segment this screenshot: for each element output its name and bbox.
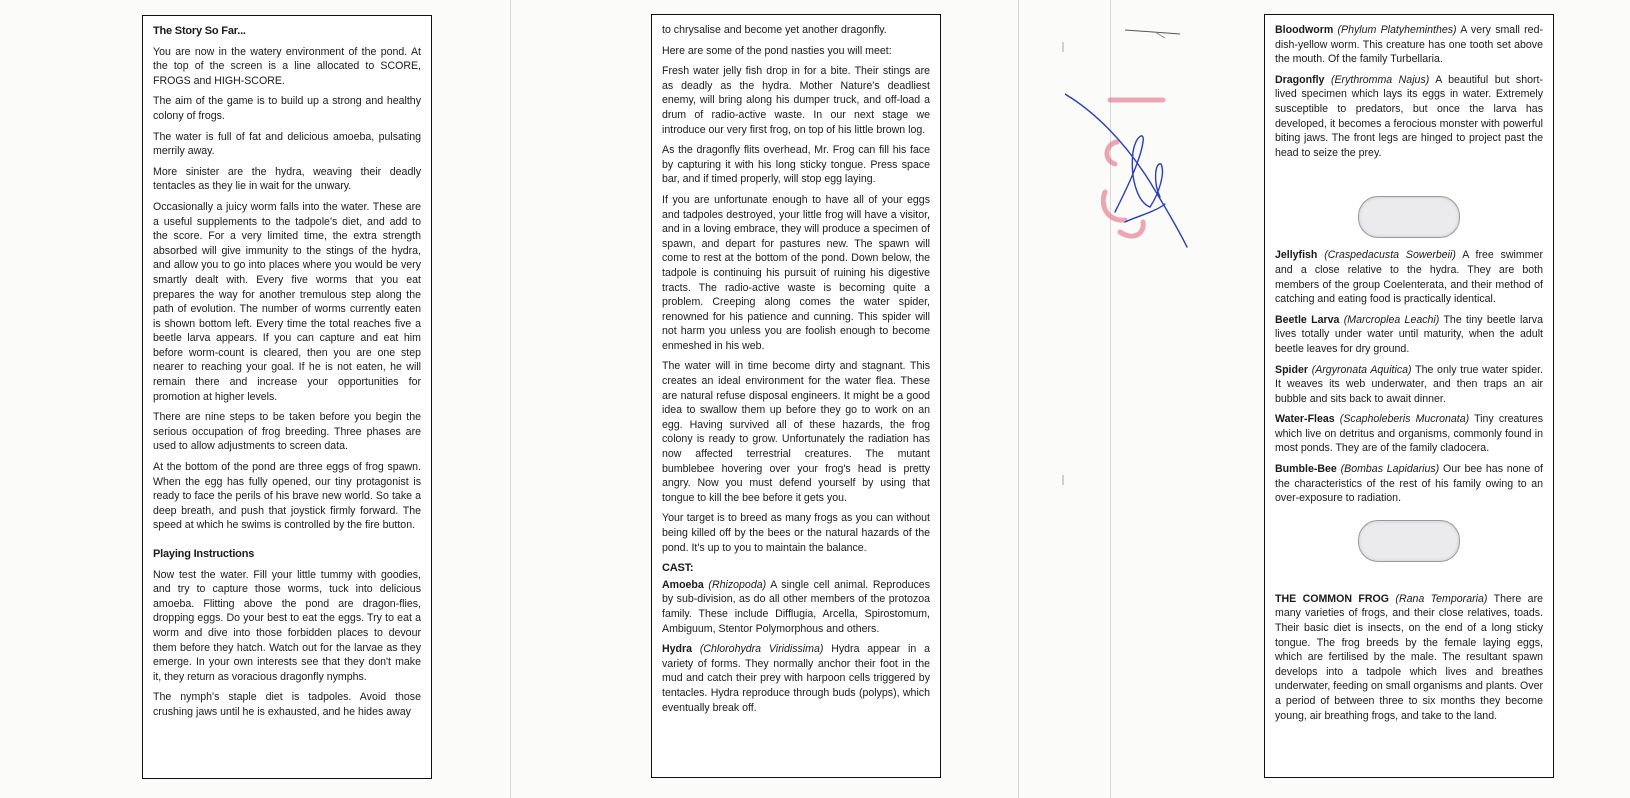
cast-latin-name: (Argyronata Aquitica) (1311, 363, 1412, 376)
margin-mark (1062, 42, 1064, 52)
cast-name: THE COMMON FROG (1275, 592, 1390, 605)
cast-name: Amoeba (662, 578, 704, 591)
cast-description: A single cell animal. Reproduces by sub-division, as do all other members of the protozoa family. These include Difflugia, Arcella, Spirostomum, Ambiguum, Stentor Polymorphous and others. (662, 578, 930, 635)
instructions-heading: Playing Instructions (153, 548, 255, 560)
cast-latin-name: (Chlorohydra Viridissima) (699, 643, 824, 656)
paragraph: The aim of the game is to build up a strong and healthy colony of frogs. (153, 95, 421, 122)
cassette-tab-cutout (1358, 520, 1460, 562)
cast-description: Hydra appear in a variety of forms. They normally anchor their foot in the mud and catch their prey with harpoon cells triggered by tentacles. Hydra reproduce through buds (polyps), which eventually break off. (662, 643, 930, 714)
cast-description: The tiny beetle larva lives totally under water until maturity, when the adult beetle leaves for dry ground. (1275, 313, 1543, 355)
cast-description: A very small red-dish-yellow worm. This creature has one tooth set above the mouth. Of the family Turbellaria. (1275, 24, 1543, 66)
paragraph: Here are some of the pond nasties you will meet: (662, 44, 892, 57)
cast-entry (662, 578, 930, 636)
cast-name: Jellyfish (1275, 249, 1318, 262)
cast-name: Beetle Larva (1275, 313, 1340, 326)
story-heading: The Story So Far... (153, 25, 246, 37)
cast-entry (1275, 23, 1543, 67)
cast-list-bottom (1275, 592, 1543, 723)
cast-heading: CAST: (662, 562, 694, 575)
cast-latin-name: (Craspedacusta Sowerbeii) (1324, 249, 1456, 262)
cassette-tab-cutout (1358, 196, 1460, 238)
fold-line (510, 0, 511, 798)
cast-latin-name: (Scapholeberis Mucronata) (1339, 413, 1470, 426)
cast-entry (1275, 313, 1543, 357)
paragraph: Fresh water jelly fish drop in for a bite. Their stings are as deadly as the hydra. Mother Nature's deadliest enemy, will bring along his dumper truck, and off-load a drum of radio-active waste. In our next stage we introduce our very first frog, on top of his little brown log. (662, 65, 930, 136)
paragraph: The nymph's staple diet is tadpoles. Avoid those crushing jaws until he is exhausted, and he hides away (153, 691, 421, 718)
cast-name: Spider (1275, 363, 1308, 376)
cast-latin-name: (Rhizopoda) (708, 578, 767, 591)
paragraph: The water is full of fat and delicious amoeba, pulsating merrily away. (153, 130, 421, 158)
cast-name: Dragonfly (1275, 73, 1325, 86)
cast-list (662, 578, 930, 715)
cast-name: Water-Fleas (1275, 413, 1335, 426)
paragraph: If you are unfortunate enough to have all of your eggs and tadpoles destroyed, your little frog will have a visitor, and in a loving embrace, they will produce a specimen of spawn, and depart for pastures new. The spawn will come to rest at the bottom of the pond. Down below, the tadpole is continuing his pursuit of ruining his digestive tracts. The radio-active waste is becoming quite a problem. Creeping along comes the water spider, renowned for his patience and cunning. This spider will not harm you unless you are foolish enough to become enmeshed in his web. (662, 193, 930, 352)
paragraph: Now test the water. Fill your little tummy with goodies, and try to capture those worms, tuck into delicious amoeba. Flitting above the pond are dragon-flies, dropping eggs. Do your best to eat the eggs. Try to eat a worm and dive into those forbidden places to devour them before they hatch. Watch out for the larvae as they emerge. In your own interests see that they don't make it, they return as voracious dragonfly nymphs. (153, 568, 421, 683)
cast-latin-name: (Bombas Lapidarius) (1340, 463, 1440, 476)
corner-tape-mark (1125, 26, 1180, 40)
cast-name: Hydra (662, 643, 693, 656)
cast-latin-name: (Erythromma Najus) (1330, 73, 1430, 86)
cast-entry (662, 642, 930, 715)
paragraph: You are now in the watery environment of the pond. At the top of the screen is a line allocated to SCORE, FROGS and HIGH-SCORE. (153, 45, 421, 87)
cast-name: Bumble-Bee (1275, 463, 1337, 476)
paragraph: As the dragonfly flits overhead, Mr. Frog can fill his face by capturing it with his long sticky tongue. Press space bar, and if timed properly, will stop egg laying. (662, 144, 930, 186)
fold-line (1018, 0, 1019, 798)
cast-entry (1275, 248, 1543, 306)
cast-entry (1275, 73, 1543, 161)
nasties-paragraphs (662, 23, 930, 555)
paragraph: Your target is to breed as many frogs as you can without being killed off by the bees or the natural hazards of the pond. It's up to you to maintain the balance. (662, 512, 930, 554)
instruction-paragraphs (153, 568, 421, 720)
cast-list-middle (1275, 248, 1543, 506)
cast-description: Tiny creatures which live on detritus and organisms, commonly found in most ponds. They are of the family cladocera. (1275, 413, 1543, 455)
cast-list-top (1275, 23, 1543, 160)
autograph-signature (1065, 82, 1215, 262)
cast-latin-name: (Marcroplea Leachi) (1343, 313, 1440, 326)
cast-entry (1275, 412, 1543, 456)
paragraph: to chrysalise and become yet another dragonfly. (662, 24, 887, 36)
cast-entry (1275, 363, 1543, 407)
cast-latin-name: (Phylum Platyheminthes) (1337, 24, 1457, 36)
paragraph: The water will in time become dirty and stagnant. This creates an ideal environment for the water flea. These are natural refuse disposal engineers. It might be a good idea to swallow them up before they go to work on an egg. Having survived all of these hazards, the frog colony is ready to grow. Unfortunately the radiation has now affected terrestrial creatures. The mutant bumblebee hovering over your frog's head is pretty angry. Now you must defend yourself by using that tongue to kill the bee before it gets you. (662, 360, 930, 504)
cast-latin-name: (Rana Temporaria) (1395, 592, 1488, 605)
cast-panel (1264, 14, 1554, 778)
story-paragraphs (153, 45, 421, 533)
paragraph: At the bottom of the pond are three eggs of frog spawn. When the egg has fully opened, our tiny protagonist is ready to face the perils of his brave new world. So take a deep breath, and push that joystick firmly forward. The speed at which he swims is controlled by the fire button. (153, 461, 421, 532)
cast-entry (1275, 592, 1543, 723)
blue-signature-stroke (1065, 94, 1187, 247)
cast-description: There are many varieties of frogs, and their close relatives, toads. Their basic diet is insects, on the end of a long sticky tongue. The frog breeds by the female laying eggs, which are fertilised by the male. The resultant spawn develops into a tadpole which lives and breathes underwater, feeding on small organisms and plants. Over a period of between three to six months they become young, air breathing frogs, and take to the land. (1275, 592, 1543, 722)
paragraph: More sinister are the hydra, weaving their deadly tentacles as they lie in wait for the unwary. (153, 165, 421, 193)
paragraph: There are nine steps to be taken before you begin the serious occupation of frog breeding. Three phases are used to allow adjustments to screen data. (153, 411, 421, 453)
cast-name: Bloodworm (1275, 24, 1334, 36)
cast-entry (1275, 462, 1543, 506)
pink-stamp-mark (1103, 100, 1163, 236)
margin-mark (1062, 475, 1064, 485)
cast-description: Our bee has none of the characteristics of the rest of his family owing to an over-exposure to radiation. (1275, 463, 1543, 505)
story-panel (142, 15, 432, 779)
paragraph: Occasionally a juicy worm falls into the water. These are a useful supplements to the tadpole's diet, and add to the score. For a very limited time, the extra strength absorbed will give immunity to the stings of the hydra, and allow you to go into places where you would be very smartly dealt with. Every five worms that you eat prepares the way for another tremulous step along the path of evolution. The number of worms currently eaten is shown bottom left. Every time the total reaches five a beetle larva appears. If you can capture and eat him before worm-count is cleared, then you are one step nearer to reaching your goal. If he is not eaten, he will remain there and increase your opportunities for promotion at higher levels. (153, 200, 421, 403)
cast-description: A beautiful but short-lived specimen which lays its eggs in water. Extremely susceptible to predators, but once the larva has developed, it becomes a ferocious monster with powerful biting jaws. The front legs are hinged to project past the head to seize the prey. (1275, 73, 1543, 159)
cast-description: A free swimmer and a close relative to the hydra. They are both members of the group Coelenterata, and their method of catching and eating food is practically identical. (1275, 249, 1543, 306)
cast-description: The only true water spider. It weaves its web underwater, and then traps an air bubble and sits back to await dinner. (1275, 363, 1543, 405)
nasties-panel (651, 14, 941, 778)
